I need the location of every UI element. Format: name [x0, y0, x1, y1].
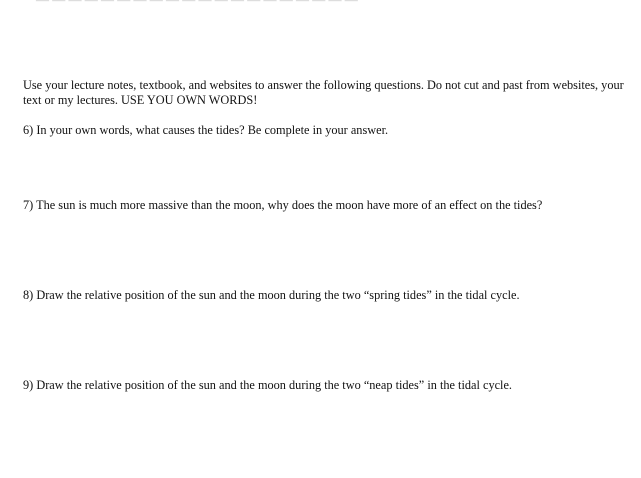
cut-off-header-text — [36, 0, 358, 8]
instructions-paragraph: Use your lecture notes, textbook, and websites to answer the following questions. Do not cut and past from websites, your text or my lectures. USE YOU OWN WORDS! — [23, 78, 624, 107]
question-7: 7) The sun is much more massive than the moon, why does the moon have more of an effect on the tides? — [23, 198, 543, 212]
question-8: 8) Draw the relative position of the sun and the moon during the two “spring tides” in the tidal cycle. — [23, 288, 520, 302]
question-6: 6) In your own words, what causes the tides? Be complete in your answer. — [23, 123, 389, 137]
question-9: 9) Draw the relative position of the sun and the moon during the two “neap tides” in the tidal cycle. — [23, 378, 513, 392]
